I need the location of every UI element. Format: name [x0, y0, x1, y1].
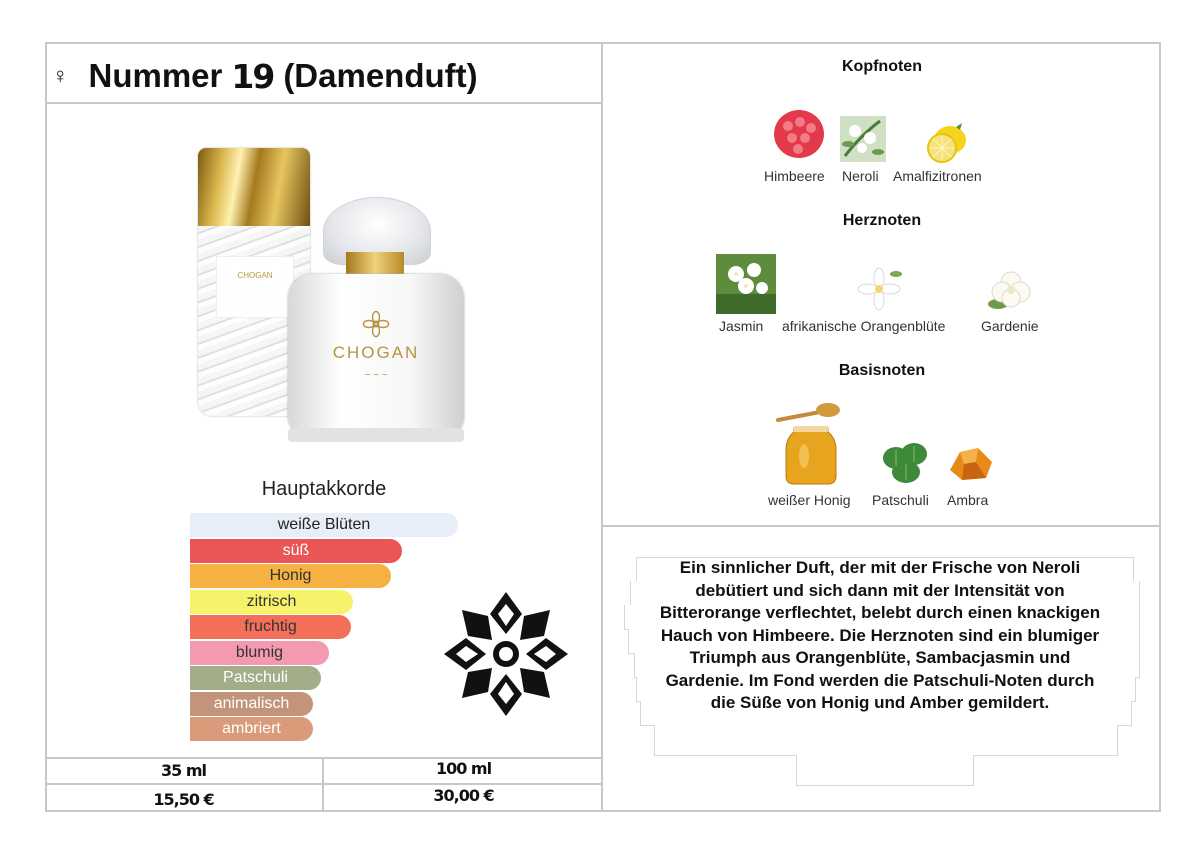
accord-bar: ambriert	[190, 717, 313, 741]
title-word: Nummer	[88, 57, 223, 94]
description-line: die Süße von Honig und Amber gemildert.	[710, 693, 1050, 712]
lemon-icon	[924, 122, 968, 164]
orange-blossom-icon	[856, 266, 902, 312]
gift-box-gold-lid	[198, 148, 310, 226]
bottle-logo-icon	[362, 310, 390, 338]
description-line: Triumph aus Orangenblüte, Sambacjasmin und	[689, 648, 1071, 667]
gift-box-label	[216, 256, 294, 318]
fragrance-number: 19	[231, 56, 274, 96]
accord-bar: blumig	[190, 641, 329, 665]
mandala-logo-icon	[442, 590, 570, 718]
price-mid-line	[45, 783, 603, 785]
note-weisser-honig: weißer Honig	[768, 492, 851, 508]
basisnoten-title: Basisnoten	[838, 362, 926, 379]
accord-bar: animalisch	[190, 692, 313, 716]
kopfnoten-title: Kopfnoten	[842, 58, 922, 75]
note-gardenie: Gardenie	[981, 318, 1039, 334]
size-large: 100 ml	[435, 759, 492, 778]
note-amalfizitronen: Amalfizitronen	[893, 168, 982, 184]
column-divider	[601, 42, 603, 812]
accord-bar: süß	[190, 539, 402, 563]
honey-jar-icon	[776, 402, 846, 486]
notes-divider	[601, 525, 1161, 527]
title-divider	[45, 102, 603, 104]
herznoten-title: Herznoten	[842, 212, 922, 229]
page-title	[52, 52, 478, 100]
female-symbol: ♀	[52, 63, 69, 88]
note-neroli: Neroli	[842, 168, 879, 184]
accord-bar: fruchtig	[190, 615, 351, 639]
neroli-flower-icon	[840, 116, 886, 162]
note-jasmin: Jasmin	[719, 318, 764, 334]
note-orangenbluete: afrikanische Orangenblüte	[782, 318, 946, 334]
bottle-script: ~ ~ ~	[364, 370, 388, 381]
accord-bar: Patschuli	[190, 666, 321, 690]
bottle-base	[288, 428, 464, 442]
note-patschuli: Patschuli	[872, 492, 929, 508]
raspberry-icon	[770, 102, 828, 160]
accords-title: Hauptakkorde	[261, 478, 387, 500]
bottle-brand: CHOGAN	[332, 343, 420, 362]
description-text	[620, 557, 1140, 715]
amber-icon	[946, 444, 994, 484]
accord-bar: zitrisch	[190, 590, 353, 614]
title-subtitle: (Damenduft)	[283, 57, 478, 94]
accord-bar: Honig	[190, 564, 391, 588]
note-himbeere: Himbeere	[764, 168, 825, 184]
description-line: Gardenie. Im Fond werden die Patschuli-Noten durch	[665, 670, 1095, 690]
description-line: Hauch von Himbeere. Die Herznoten sind ein blumiger	[660, 625, 1100, 645]
price-large: 30,00 €	[433, 786, 494, 805]
description-line: Ein sinnlicher Duft, der mit der Frische von Neroli	[679, 558, 1081, 577]
note-ambra: Ambra	[947, 492, 989, 508]
description-line: debütiert und sich dann mit der Intensität von	[695, 580, 1065, 600]
size-small: 35 ml	[161, 761, 206, 780]
description-line: Bitterorange verflechtet, belebt durch einen knackigen	[659, 603, 1101, 622]
gardenia-icon	[988, 268, 1034, 312]
jasmine-icon	[716, 254, 776, 314]
patchouli-leaf-icon	[880, 440, 930, 486]
price-small: 15,50 €	[153, 790, 214, 809]
gift-box-brand: CHOGAN	[237, 271, 273, 280]
accord-bar: weiße Blüten	[190, 513, 458, 537]
